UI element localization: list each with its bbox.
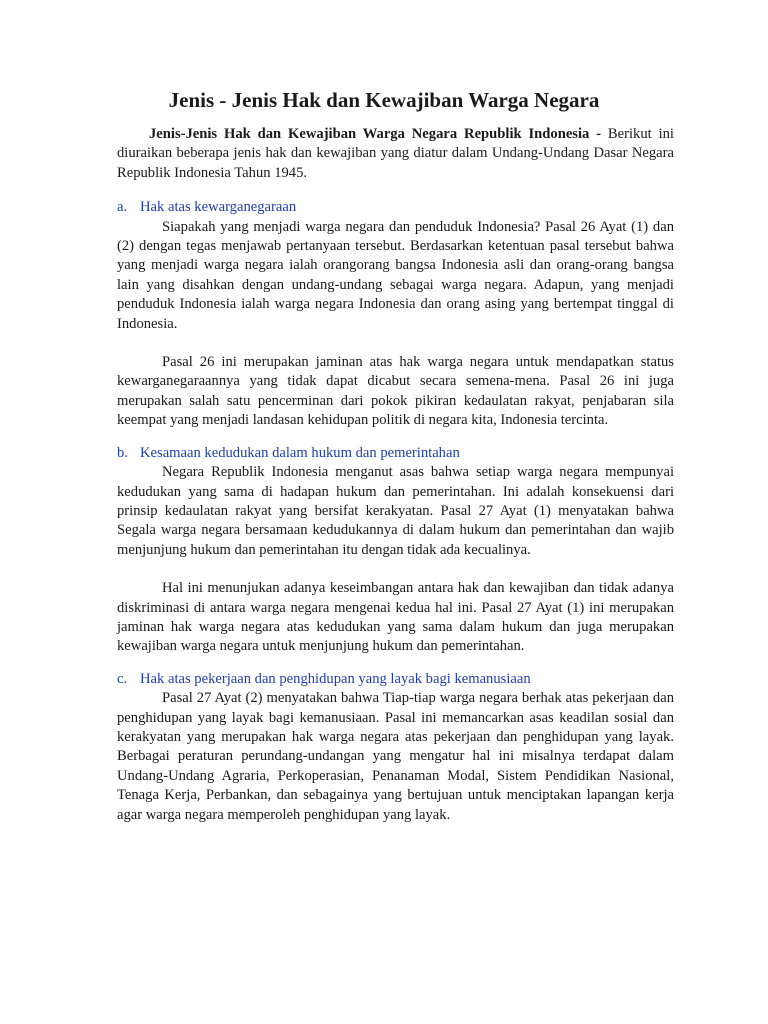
paragraph-spacer [117, 560, 674, 579]
paragraph-b-2: Hal ini menunjukan adanya keseimbangan antara hak dan kewajiban dan tidak adanya diskriminasi di antara warga negara mengenai kedua hal ini. Pasal 27 Ayat (1) ini merupakan jaminan hak warga negara atas kedudukan yang sama dalam hukum dan juga merupakan kewajiban warga negara untuk menjunjung hukum dan pemerintahan. [117, 580, 674, 655]
section-marker-b: b. [117, 444, 128, 461]
section-heading-a [117, 198, 674, 217]
intro-lead: Jenis-Jenis Hak dan Kewajiban Warga Negara Republik Indonesia - [149, 126, 602, 142]
section-title-a: Hak atas kewarganegaraan [140, 199, 297, 216]
page-title: Jenis - Jenis Hak dan Kewajiban Warga Negara [168, 88, 600, 112]
section-spacer [117, 657, 674, 670]
intro-paragraph [117, 125, 674, 183]
paragraph-b-1: Negara Republik Indonesia menganut asas bahwa setiap warga negara mempunyai kedudukan yang sama di hadapan hukum dan pemerintahan. Ini adalah konsekuensi dari prinsip kedaulatan rakyat yang bersifat kerakyatan. Pasal 27 Ayat (1) menyatakan bahwa Segala warga negara bersamaan kedudukannya di dalam hukum dan pemerintahan dan wajib menjunjung hukum dan pemerintahan itu dengan tidak ada kecualinya. [117, 464, 674, 558]
intro-text: Berikut ini diuraikan beberapa jenis hak dan kewajiban yang diatur dalam Undang-Undang Dasar Negara Republik Indonesia Tahun 1945. [117, 126, 674, 181]
section-marker-a: a. [117, 199, 128, 216]
section-spacer [117, 431, 674, 444]
section-heading-b [117, 444, 674, 463]
document-body [117, 125, 674, 825]
section-title-b: Kesamaan kedudukan dalam hukum dan pemerintahan [140, 444, 460, 461]
paragraph-spacer [117, 334, 674, 353]
section-a [117, 198, 674, 430]
section-b [117, 444, 674, 657]
paragraph-a-2: Pasal 26 ini merupakan jaminan atas hak warga negara untuk mendapatkan status kewarganegaraannya yang tidak dapat dicabut secara semena-mena. Pasal 26 ini juga merupakan salah satu pencerminan dari pokok pikiran kedaulatan rakyat, penjabaran sila keempat yang menjadi landasan kehidupan politik di negara kita, Indonesia tercinta. [117, 354, 674, 429]
section-marker-c: c. [117, 670, 128, 687]
section-heading-c [117, 670, 674, 689]
paragraph-a-1: Siapakah yang menjadi warga negara dan penduduk Indonesia? Pasal 26 Ayat (1) dan (2) dengan tegas menjawab pertanyaan tersebut. Berdasarkan ketentuan pasal tersebut bahwa yang menjadi warga negara ialah orangorang bangsa Indonesia asli dan orang-orang bangsa lain yang disahkan dengan undang-undang sebagai warga negara. Adapun, yang menjadi penduduk Indonesia ialah warga negara Indonesia dan orang asing yang bertempat tinggal di Indonesia. [117, 218, 674, 332]
section-title-c: Hak atas pekerjaan dan penghidupan yang layak bagi kemanusiaan [140, 670, 531, 687]
paragraph-c-1: Pasal 27 Ayat (2) menyatakan bahwa Tiap-tiap warga negara berhak atas pekerjaan dan penghidupan yang layak bagi kemanusiaan. Pasal ini memancarkan asas keadilan sosial dan kerakyatan yang merupakan hak warga negara atas pekerjaan dan penghidupan yang layak. Berbagai peraturan perundang-undangan yang mengatur hal ini misalnya terdapat dalam Undang-Undang Agraria, Perkoperasian, Penanaman Modal, Sistem Pendidikan Nasional, Tenaga Kerja, Perbankan, dan sebagainya yang bertujuan untuk menciptakan lapangan kerja agar warga negara memperoleh penghidupan yang layak. [117, 690, 674, 823]
section-c [117, 670, 674, 825]
